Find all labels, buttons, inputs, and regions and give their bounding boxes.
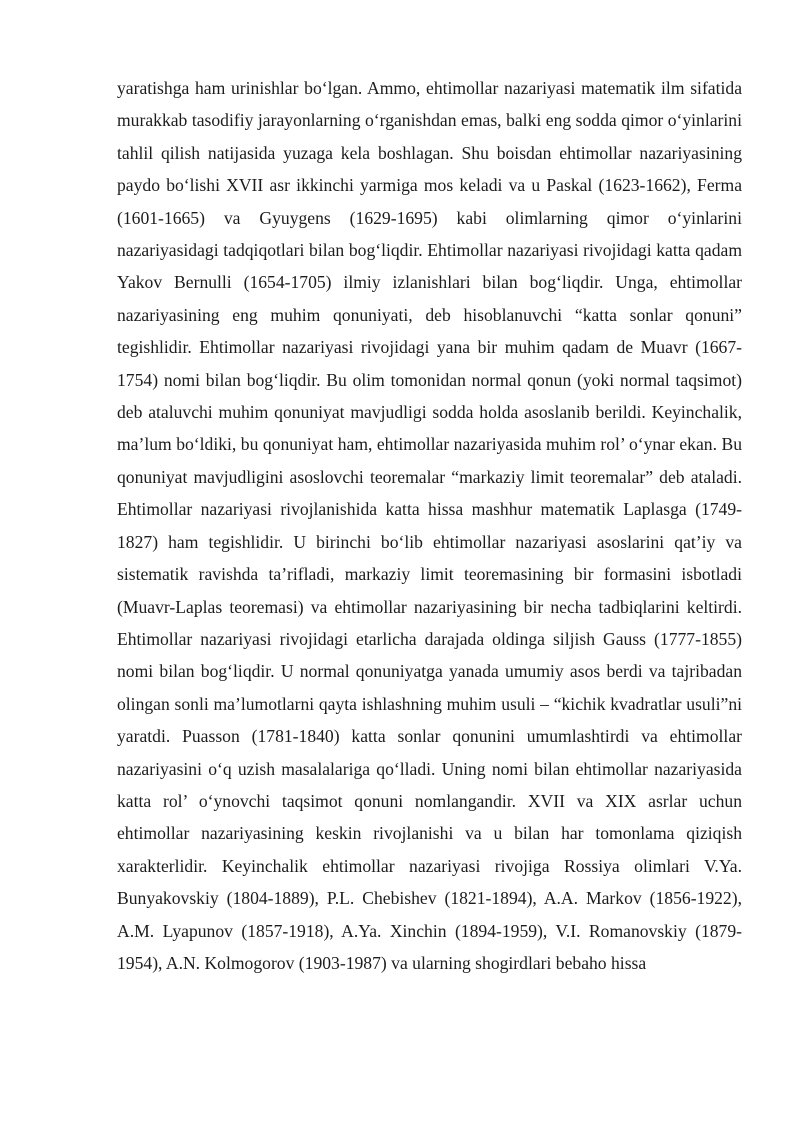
body-paragraph: yaratishga ham urinishlar bo‘lgan. Ammo, ehtimollar nazariyasi matematik ilm sifatida murakkab tasodifiy jarayonlarning o‘rganishdan emas, balki eng sodda qimor o‘yinlarini tahlil qilish natijasida yuzaga kela boshlagan. Shu boisdan ehtimollar nazariyasining paydo bo‘lishi XVII asr ikkinchi yarmiga mos keladi va u Paskal (1623-1662), Ferma (1601-1665) va Gyuygens (1629-1695) kabi olimlarning qimor o‘yinlarini nazariyasidagi tadqiqotlari bilan bog‘liqdir. Ehtimollar nazariyasi rivojidagi katta qadam Yakov Bernulli (1654-1705) ilmiy izlanishlari bilan bog‘liqdir. Unga, ehtimollar nazariyasining eng muhim qonuniyati, deb hisoblanuvchi “katta sonlar qonuni” tegishlidir. Ehtimollar nazariyasi rivojidagi yana bir muhim qadam de Muavr (1667-1754) nomi bilan bog‘liqdir. Bu olim tomonidan normal qonun (yoki normal taqsimot) deb ataluvchi muhim qonuniyat mavjudligi sodda holda asoslanib berildi. Keyinchalik, ma’lum bo‘ldiki, bu qonuniyat ham, ehtimollar nazariyasida muhim rol’ o‘ynar ekan. Bu qonuniyat mavjudligini asoslovchi teoremalar “markaziy limit teoremalar” deb ataladi. Ehtimollar nazariyasi rivojlanishida katta hissa mashhur matematik Laplasga (1749-1827) ham tegishlidir. U birinchi bo‘lib ehtimollar nazariyasi asoslarini qat’iy va sistematik ravishda ta’rifladi, markaziy limit teoremasining bir formasini isbotladi (Muavr-Laplas teoremasi) va ehtimollar nazariyasining bir necha tadbiqlarini keltirdi. Ehtimollar nazariyasi rivojidagi etarlicha darajada oldinga siljish Gauss (1777-1855) nomi bilan bog‘liqdir. U normal qonuniyatga yanada umumiy asos berdi va tajribadan olingan sonli ma’lumotlarni qayta ishlashning muhim usuli – “kichik kvadratlar usuli”ni yaratdi. Puasson (1781-1840) katta sonlar qonunini umumlashtirdi va ehtimollar nazariyasini o‘q uzish masalalariga qo‘lladi. Uning nomi bilan ehtimollar nazariyasida katta rol’ o‘ynovchi taqsimot qonuni nomlangandir. XVII va XIX asrlar uchun ehtimollar nazariyasining keskin rivojlanishi va u bilan har tomonlama qiziqish xarakterlidir. Keyinchalik ehtimollar nazariyasi rivojiga Rossiya olimlari V.Ya. Bunyakovskiy (1804-1889), P.L. Chebishev (1821-1894), A.A. Markov (1856-1922), A.M. Lyapunov (1857-1918), A.Ya. Xinchin (1894-1959), V.I. Romanovskiy (1879-1954), A.N. Kolmogorov (1903-1987) va ularning shogirdlari bebaho hissa xyxy=(117,78,742,973)
